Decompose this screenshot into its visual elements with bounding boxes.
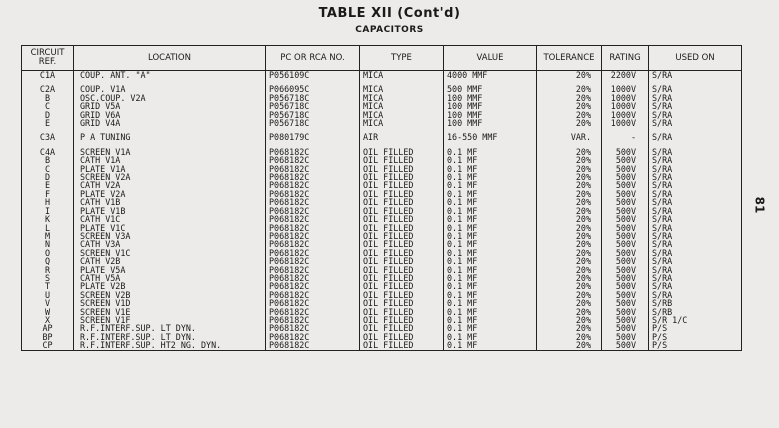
cell-part-number: P068182C	[266, 207, 360, 215]
table-row	[22, 165, 742, 173]
cell-used-on: S/RA	[649, 119, 742, 127]
table-row	[22, 181, 742, 189]
cell-circuit-ref: H	[22, 198, 74, 206]
cell-value: 0.1 MF	[444, 181, 537, 189]
cell-type: OIL FILLED	[360, 190, 444, 198]
cell-circuit-ref: F	[22, 190, 74, 198]
cell-used-on: S/RA	[649, 232, 742, 240]
cell-location: CATH V3A	[74, 240, 266, 248]
cell-tolerance: 20%	[537, 274, 602, 282]
cell-circuit-ref: O	[22, 249, 74, 257]
table-row	[22, 341, 742, 350]
cell-tolerance: 20%	[537, 224, 602, 232]
cell-value: 0.1 MF	[444, 148, 537, 156]
cell-part-number: P068182C	[266, 198, 360, 206]
cell-tolerance: 20%	[537, 333, 602, 341]
cell-type: OIL FILLED	[360, 173, 444, 181]
cell-value: 100 MMF	[444, 94, 537, 102]
header-used-on: USED ON	[649, 46, 742, 71]
cell-type: MICA	[360, 111, 444, 119]
cell-value: 0.1 MF	[444, 156, 537, 164]
cell-value: 0.1 MF	[444, 257, 537, 265]
cell-value: 0.1 MF	[444, 316, 537, 324]
cell-part-number: P056718C	[266, 102, 360, 110]
cell-used-on: S/RA	[649, 291, 742, 299]
cell-location: COUP. ANT. "A"	[74, 71, 266, 80]
table-row	[22, 102, 742, 110]
cell-value: 0.1 MF	[444, 207, 537, 215]
cell-part-number: P068182C	[266, 240, 360, 248]
cell-tolerance: 20%	[537, 156, 602, 164]
cell-type: OIL FILLED	[360, 282, 444, 290]
cell-location: SCREEN V2A	[74, 173, 266, 181]
cell-used-on: S/RA	[649, 207, 742, 215]
table-row	[22, 94, 742, 102]
cell-location: SCREEN V2B	[74, 291, 266, 299]
header-circuit-ref: CIRCUIT REF.	[22, 46, 74, 71]
cell-circuit-ref: M	[22, 232, 74, 240]
cell-used-on: S/RA	[649, 148, 742, 156]
cell-used-on: S/RA	[649, 190, 742, 198]
cell-rating: 500V	[602, 198, 649, 206]
cell-type: OIL FILLED	[360, 316, 444, 324]
table-row	[22, 85, 742, 93]
header-rating: RATING	[602, 46, 649, 71]
cell-used-on: S/R 1/C	[649, 316, 742, 324]
cell-type: OIL FILLED	[360, 224, 444, 232]
cell-rating: 500V	[602, 274, 649, 282]
cell-circuit-ref: X	[22, 316, 74, 324]
table-row	[22, 249, 742, 257]
cell-location: GRID V5A	[74, 102, 266, 110]
cell-part-number: P056718C	[266, 119, 360, 127]
cell-circuit-ref: Q	[22, 257, 74, 265]
cell-circuit-ref: W	[22, 308, 74, 316]
table-row	[22, 291, 742, 299]
cell-circuit-ref: E	[22, 119, 74, 127]
cell-rating: 2200V	[602, 71, 649, 80]
cell-used-on: S/RA	[649, 102, 742, 110]
header-type: TYPE	[360, 46, 444, 71]
cell-tolerance: 20%	[537, 119, 602, 127]
header-value: VALUE	[444, 46, 537, 71]
cell-tolerance: 20%	[537, 257, 602, 265]
cell-value: 0.1 MF	[444, 165, 537, 173]
cell-rating: 500V	[602, 215, 649, 223]
cell-rating: 500V	[602, 333, 649, 341]
cell-rating: 500V	[602, 316, 649, 324]
cell-used-on: S/RA	[649, 215, 742, 223]
cell-rating: 500V	[602, 257, 649, 265]
cell-part-number: P068182C	[266, 257, 360, 265]
cell-circuit-ref: C	[22, 102, 74, 110]
cell-type: OIL FILLED	[360, 148, 444, 156]
cell-location: CATH V5A	[74, 274, 266, 282]
cell-part-number: P068182C	[266, 215, 360, 223]
cell-location: PLATE V2B	[74, 282, 266, 290]
cell-tolerance: 20%	[537, 232, 602, 240]
table-row	[22, 148, 742, 156]
table-row	[22, 316, 742, 324]
cell-rating: 1000V	[602, 94, 649, 102]
cell-value: 0.1 MF	[444, 232, 537, 240]
cell-part-number: P068182C	[266, 156, 360, 164]
cell-part-number: P068182C	[266, 224, 360, 232]
cell-circuit-ref: D	[22, 111, 74, 119]
cell-tolerance: 20%	[537, 71, 602, 80]
capacitors-table	[21, 45, 742, 351]
cell-value: 100 MMF	[444, 119, 537, 127]
cell-value: 0.1 MF	[444, 173, 537, 181]
cell-location: PLATE V1B	[74, 207, 266, 215]
cell-circuit-ref: C2A	[22, 85, 74, 93]
cell-type: MICA	[360, 94, 444, 102]
cell-circuit-ref: U	[22, 291, 74, 299]
cell-location: SCREEN V1E	[74, 308, 266, 316]
cell-circuit-ref: E	[22, 181, 74, 189]
cell-used-on: S/RA	[649, 198, 742, 206]
cell-part-number: P068182C	[266, 333, 360, 341]
cell-value: 0.1 MF	[444, 274, 537, 282]
table-row	[22, 173, 742, 181]
cell-tolerance: 20%	[537, 207, 602, 215]
table-row	[22, 232, 742, 240]
cell-rating: 500V	[602, 249, 649, 257]
cell-location: CATH V2B	[74, 257, 266, 265]
cell-used-on: S/RA	[649, 173, 742, 181]
cell-circuit-ref: T	[22, 282, 74, 290]
cell-value: 0.1 MF	[444, 333, 537, 341]
cell-part-number: P080179C	[266, 133, 360, 141]
cell-tolerance: 20%	[537, 190, 602, 198]
cell-circuit-ref: C1A	[22, 71, 74, 80]
cell-tolerance: 20%	[537, 316, 602, 324]
cell-value: 0.1 MF	[444, 341, 537, 350]
cell-used-on: P/S	[649, 324, 742, 332]
cell-value: 0.1 MF	[444, 240, 537, 248]
cell-tolerance: 20%	[537, 181, 602, 189]
cell-part-number: P068182C	[266, 308, 360, 316]
cell-tolerance: 20%	[537, 341, 602, 350]
cell-used-on: S/RA	[649, 133, 742, 141]
cell-circuit-ref: V	[22, 299, 74, 307]
cell-rating: 500V	[602, 173, 649, 181]
cell-type: OIL FILLED	[360, 308, 444, 316]
header-row	[22, 46, 742, 71]
cell-rating: 500V	[602, 224, 649, 232]
cell-used-on: S/RA	[649, 94, 742, 102]
cell-location: P A TUNING	[74, 133, 266, 141]
page-number: 81	[752, 196, 767, 214]
table-row	[22, 274, 742, 282]
cell-rating: 500V	[602, 156, 649, 164]
cell-part-number: P056109C	[266, 71, 360, 80]
cell-value: 0.1 MF	[444, 324, 537, 332]
cell-location: PLATE V2A	[74, 190, 266, 198]
cell-type: OIL FILLED	[360, 274, 444, 282]
header-tolerance: TOLERANCE	[537, 46, 602, 71]
cell-part-number: P068182C	[266, 299, 360, 307]
cell-rating: -	[602, 133, 649, 141]
cell-circuit-ref: N	[22, 240, 74, 248]
cell-type: OIL FILLED	[360, 240, 444, 248]
table-title: TABLE XII (Cont'd)	[318, 6, 461, 21]
cell-value: 100 MMF	[444, 111, 537, 119]
cell-used-on: P/S	[649, 341, 742, 350]
cell-used-on: P/S	[649, 333, 742, 341]
cell-tolerance: 20%	[537, 148, 602, 156]
cell-part-number: P068182C	[266, 282, 360, 290]
cell-circuit-ref: D	[22, 173, 74, 181]
cell-type: OIL FILLED	[360, 257, 444, 265]
cell-value: 0.1 MF	[444, 291, 537, 299]
cell-type: MICA	[360, 102, 444, 110]
cell-location: CATH V2A	[74, 181, 266, 189]
cell-value: 0.1 MF	[444, 198, 537, 206]
cell-circuit-ref: C	[22, 165, 74, 173]
cell-used-on: S/RA	[649, 224, 742, 232]
cell-part-number: P068182C	[266, 341, 360, 350]
cell-type: OIL FILLED	[360, 291, 444, 299]
cell-circuit-ref: B	[22, 156, 74, 164]
cell-part-number: P068182C	[266, 249, 360, 257]
cell-tolerance: 20%	[537, 282, 602, 290]
cell-part-number: P066095C	[266, 85, 360, 93]
table-row	[22, 299, 742, 307]
table-row	[22, 133, 742, 141]
cell-used-on: S/RB	[649, 299, 742, 307]
cell-type: OIL FILLED	[360, 165, 444, 173]
cell-rating: 500V	[602, 165, 649, 173]
cell-location: GRID V4A	[74, 119, 266, 127]
table-row	[22, 308, 742, 316]
table-subtitle: CAPACITORS	[355, 25, 424, 35]
cell-location: SCREEN V1D	[74, 299, 266, 307]
cell-location: SCREEN V1C	[74, 249, 266, 257]
header-part-number: PC OR RCA NO.	[266, 46, 360, 71]
cell-used-on: S/RB	[649, 308, 742, 316]
cell-type: AIR	[360, 133, 444, 141]
cell-rating: 500V	[602, 240, 649, 248]
cell-rating: 500V	[602, 207, 649, 215]
cell-location: COUP. V1A	[74, 85, 266, 93]
cell-value: 0.1 MF	[444, 299, 537, 307]
cell-used-on: S/RA	[649, 111, 742, 119]
cell-type: OIL FILLED	[360, 333, 444, 341]
table-row	[22, 240, 742, 248]
table-row	[22, 282, 742, 290]
cell-tolerance: VAR.	[537, 133, 602, 141]
table-row	[22, 111, 742, 119]
table-row	[22, 224, 742, 232]
cell-used-on: S/RA	[649, 274, 742, 282]
cell-used-on: S/RA	[649, 240, 742, 248]
cell-part-number: P068182C	[266, 232, 360, 240]
cell-part-number: P068182C	[266, 190, 360, 198]
cell-type: OIL FILLED	[360, 215, 444, 223]
cell-tolerance: 20%	[537, 215, 602, 223]
cell-location: SCREEN V3A	[74, 232, 266, 240]
cell-tolerance: 20%	[537, 198, 602, 206]
cell-part-number: P068182C	[266, 181, 360, 189]
cell-value: 0.1 MF	[444, 266, 537, 274]
cell-type: MICA	[360, 71, 444, 80]
cell-value: 16-550 MMF	[444, 133, 537, 141]
header-location: LOCATION	[74, 46, 266, 71]
cell-circuit-ref: I	[22, 207, 74, 215]
cell-type: OIL FILLED	[360, 324, 444, 332]
cell-used-on: S/RA	[649, 165, 742, 173]
cell-value: 0.1 MF	[444, 190, 537, 198]
cell-type: OIL FILLED	[360, 341, 444, 350]
cell-part-number: P068182C	[266, 324, 360, 332]
cell-used-on: S/RA	[649, 266, 742, 274]
cell-location: SCREEN V1F	[74, 316, 266, 324]
cell-tolerance: 20%	[537, 299, 602, 307]
table-row	[22, 266, 742, 274]
table-row	[22, 190, 742, 198]
cell-value: 0.1 MF	[444, 224, 537, 232]
cell-rating: 1000V	[602, 85, 649, 93]
table-row	[22, 324, 742, 332]
cell-circuit-ref: S	[22, 274, 74, 282]
cell-used-on: S/RA	[649, 71, 742, 80]
cell-rating: 500V	[602, 190, 649, 198]
table-row	[22, 333, 742, 341]
cell-rating: 500V	[602, 232, 649, 240]
cell-type: OIL FILLED	[360, 156, 444, 164]
cell-type: MICA	[360, 85, 444, 93]
table-body	[22, 71, 742, 351]
cell-rating: 500V	[602, 181, 649, 189]
cell-tolerance: 20%	[537, 173, 602, 181]
cell-used-on: S/RA	[649, 282, 742, 290]
cell-rating: 500V	[602, 299, 649, 307]
cell-value: 100 MMF	[444, 102, 537, 110]
cell-circuit-ref: R	[22, 266, 74, 274]
cell-circuit-ref: C4A	[22, 148, 74, 156]
cell-type: MICA	[360, 119, 444, 127]
cell-rating: 500V	[602, 308, 649, 316]
cell-part-number: P068182C	[266, 266, 360, 274]
cell-tolerance: 20%	[537, 266, 602, 274]
cell-part-number: P056718C	[266, 111, 360, 119]
cell-tolerance: 20%	[537, 240, 602, 248]
cell-rating: 500V	[602, 148, 649, 156]
table-row	[22, 119, 742, 127]
cell-circuit-ref: C3A	[22, 133, 74, 141]
cell-part-number: P068182C	[266, 316, 360, 324]
cell-location: CATH V1B	[74, 198, 266, 206]
cell-used-on: S/RA	[649, 249, 742, 257]
cell-rating: 1000V	[602, 111, 649, 119]
cell-rating: 500V	[602, 266, 649, 274]
cell-part-number: P056718C	[266, 94, 360, 102]
cell-location: PLATE V1C	[74, 224, 266, 232]
cell-tolerance: 20%	[537, 111, 602, 119]
cell-circuit-ref: AP	[22, 324, 74, 332]
cell-type: OIL FILLED	[360, 232, 444, 240]
cell-tolerance: 20%	[537, 165, 602, 173]
cell-value: 0.1 MF	[444, 249, 537, 257]
cell-location: R.F.INTERF.SUP. LT DYN.	[74, 324, 266, 332]
cell-type: OIL FILLED	[360, 198, 444, 206]
cell-tolerance: 20%	[537, 249, 602, 257]
cell-type: OIL FILLED	[360, 266, 444, 274]
cell-tolerance: 20%	[537, 324, 602, 332]
cell-rating: 1000V	[602, 119, 649, 127]
cell-used-on: S/RA	[649, 181, 742, 189]
cell-circuit-ref: L	[22, 224, 74, 232]
cell-part-number: P068182C	[266, 291, 360, 299]
cell-tolerance: 20%	[537, 85, 602, 93]
cell-used-on: S/RA	[649, 257, 742, 265]
cell-rating: 500V	[602, 282, 649, 290]
cell-type: OIL FILLED	[360, 181, 444, 189]
cell-location: PLATE V5A	[74, 266, 266, 274]
cell-circuit-ref: CP	[22, 341, 74, 350]
cell-circuit-ref: BP	[22, 333, 74, 341]
cell-used-on: S/RA	[649, 156, 742, 164]
cell-location: PLATE V1A	[74, 165, 266, 173]
cell-location: SCREEN V1A	[74, 148, 266, 156]
cell-value: 0.1 MF	[444, 282, 537, 290]
cell-circuit-ref: K	[22, 215, 74, 223]
cell-part-number: P068182C	[266, 165, 360, 173]
cell-circuit-ref: B	[22, 94, 74, 102]
cell-tolerance: 20%	[537, 308, 602, 316]
cell-rating: 500V	[602, 341, 649, 350]
cell-rating: 1000V	[602, 102, 649, 110]
cell-value: 0.1 MF	[444, 215, 537, 223]
cell-tolerance: 20%	[537, 291, 602, 299]
table-row	[22, 156, 742, 164]
cell-type: OIL FILLED	[360, 207, 444, 215]
table-row	[22, 215, 742, 223]
table-row	[22, 198, 742, 206]
cell-value: 500 MMF	[444, 85, 537, 93]
table-row	[22, 71, 742, 80]
cell-location: R.F.INTERF.SUP. LT DYN.	[74, 333, 266, 341]
cell-value: 4000 MMF	[444, 71, 537, 80]
table-row	[22, 257, 742, 265]
cell-tolerance: 20%	[537, 102, 602, 110]
table-row	[22, 207, 742, 215]
cell-value: 0.1 MF	[444, 308, 537, 316]
cell-part-number: P068182C	[266, 148, 360, 156]
cell-part-number: P068182C	[266, 173, 360, 181]
cell-location: CATH V1C	[74, 215, 266, 223]
cell-location: CATH V1A	[74, 156, 266, 164]
cell-used-on: S/RA	[649, 85, 742, 93]
cell-type: OIL FILLED	[360, 299, 444, 307]
cell-rating: 500V	[602, 291, 649, 299]
cell-rating: 500V	[602, 324, 649, 332]
cell-location: GRID V6A	[74, 111, 266, 119]
cell-type: OIL FILLED	[360, 249, 444, 257]
cell-location: OSC.COUP. V2A	[74, 94, 266, 102]
cell-part-number: P068182C	[266, 274, 360, 282]
cell-location: R.F.INTERF.SUP. HT2 NG. DYN.	[74, 341, 266, 350]
cell-tolerance: 20%	[537, 94, 602, 102]
